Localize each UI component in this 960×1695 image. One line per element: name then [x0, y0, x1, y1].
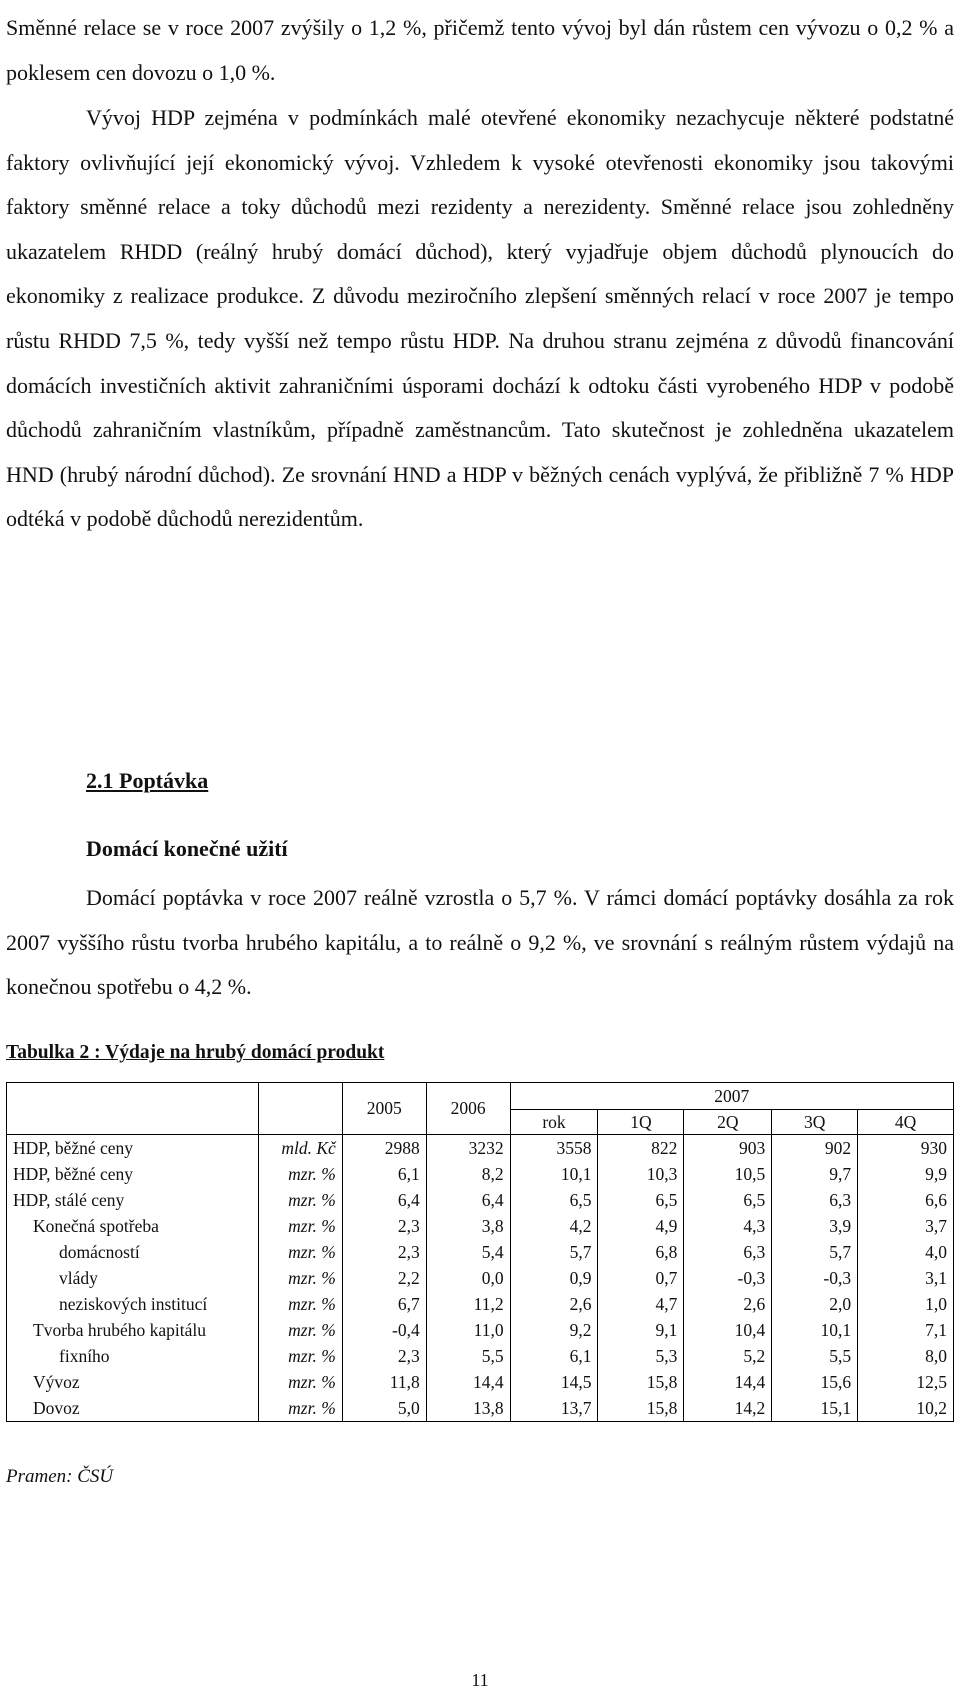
cell-value: 0,0: [426, 1265, 510, 1291]
cell-value: 822: [598, 1135, 684, 1162]
cell-value: 4,7: [598, 1291, 684, 1317]
cell-value: 11,8: [342, 1369, 426, 1395]
cell-value: -0,3: [772, 1265, 858, 1291]
cell-value: 0,9: [510, 1265, 598, 1291]
cell-value: 2,3: [342, 1213, 426, 1239]
table-header-row-years: [7, 1083, 954, 1110]
cell-value: 3,7: [858, 1213, 954, 1239]
cell-value: 14,5: [510, 1369, 598, 1395]
row-unit: mzr. %: [258, 1265, 342, 1291]
cell-value: 4,3: [684, 1213, 772, 1239]
cell-value: 6,4: [342, 1187, 426, 1213]
cell-value: 3232: [426, 1135, 510, 1162]
row-unit: mzr. %: [258, 1369, 342, 1395]
cell-value: 10,1: [510, 1161, 598, 1187]
cell-value: 10,5: [684, 1161, 772, 1187]
cell-value: 10,3: [598, 1161, 684, 1187]
cell-value: 2,0: [772, 1291, 858, 1317]
cell-value: 9,7: [772, 1161, 858, 1187]
cell-value: 13,7: [510, 1395, 598, 1422]
cell-value: 3,1: [858, 1265, 954, 1291]
cell-value: 6,5: [598, 1187, 684, 1213]
header-period-1q: 1Q: [598, 1110, 684, 1135]
row-unit: mzr. %: [258, 1187, 342, 1213]
cell-value: 6,1: [342, 1161, 426, 1187]
cell-value: 5,7: [510, 1239, 598, 1265]
cell-value: 5,0: [342, 1395, 426, 1422]
cell-value: 5,3: [598, 1343, 684, 1369]
header-year-2006: 2006: [426, 1083, 510, 1135]
cell-value: 6,7: [342, 1291, 426, 1317]
cell-value: 9,1: [598, 1317, 684, 1343]
cell-value: 5,5: [772, 1343, 858, 1369]
cell-value: 2,3: [342, 1343, 426, 1369]
row-label: HDP, běžné ceny: [7, 1161, 259, 1187]
cell-value: 11,0: [426, 1317, 510, 1343]
header-year-2007: 2007: [510, 1083, 953, 1110]
row-unit: mzr. %: [258, 1213, 342, 1239]
paragraph-gdp-development: Vývoj HDP zejména v podmínkách malé otevřené ekonomiky nezachycuje některé podstatné faktory ovlivňující její ekonomický vývoj. Vzhledem k vysoké otevřenosti ekonomiky jsou takovými faktory směnné relace a toky důchodů mezi rezidenty a nerezidenty. Směnné relace jsou zohledněny ukazatelem RHDD (reálný hrubý domácí důchod), který vyjadřuje objem důchodů plynoucích do ekonomiky z realizace produkce. Z důvodu meziročního zlepšení směnných relací v roce 2007 je tempo růstu RHDD 7,5 %, tedy vyšší než tempo růstu HDP. Na druhou stranu zejména z důvodů financování domácích investičních aktivit zahraničními úsporami dochází k odtoku části vyrobeného HDP v podobě důchodů zahraničním vlastníkům, případně zaměstnancům. Tato skutečnost je zohledněna ukazatelem HND (hrubý národní důchod). Ze srovnání HND a HDP v běžných cenách vyplývá, že přibližně 7 % HDP odtéká v podobě důchodů nerezidentům.: [6, 105, 954, 532]
table-row: [7, 1395, 954, 1422]
table-row: [7, 1161, 954, 1187]
cell-value: -0,3: [684, 1265, 772, 1291]
cell-value: 10,1: [772, 1317, 858, 1343]
row-unit: mzr. %: [258, 1291, 342, 1317]
table-row: [7, 1343, 954, 1369]
header-period-4q: 4Q: [858, 1110, 954, 1135]
row-label: Vývoz: [7, 1369, 259, 1395]
cell-value: 4,9: [598, 1213, 684, 1239]
row-unit: mzr. %: [258, 1161, 342, 1187]
row-label: Konečná spotřeba: [7, 1213, 259, 1239]
cell-value: 2,6: [510, 1291, 598, 1317]
row-unit: mzr. %: [258, 1343, 342, 1369]
cell-value: 4,0: [858, 1239, 954, 1265]
cell-value: 15,8: [598, 1369, 684, 1395]
table-row: [7, 1317, 954, 1343]
table-row: [7, 1265, 954, 1291]
cell-value: 5,7: [772, 1239, 858, 1265]
table-caption: Tabulka 2 : Výdaje na hrubý domácí produkt: [6, 1042, 385, 1063]
cell-value: 2,6: [684, 1291, 772, 1317]
cell-value: 2,3: [342, 1239, 426, 1265]
header-empty-unit: [258, 1083, 342, 1135]
page-number: 11: [471, 1670, 489, 1690]
cell-value: 6,4: [426, 1187, 510, 1213]
cell-value: 902: [772, 1135, 858, 1162]
row-unit: mzr. %: [258, 1239, 342, 1265]
subsection-heading: Domácí konečné užití: [86, 836, 288, 861]
cell-value: 2,2: [342, 1265, 426, 1291]
table-row: [7, 1187, 954, 1213]
cell-value: 6,6: [858, 1187, 954, 1213]
section-heading: 2.1 Poptávka: [86, 768, 209, 793]
cell-value: 15,8: [598, 1395, 684, 1422]
table-row: [7, 1291, 954, 1317]
cell-value: 3558: [510, 1135, 598, 1162]
cell-value: 13,8: [426, 1395, 510, 1422]
cell-value: 3,9: [772, 1213, 858, 1239]
table-source: Pramen: ČSÚ: [6, 1466, 114, 1487]
row-label: vlády: [7, 1265, 259, 1291]
cell-value: 6,3: [772, 1187, 858, 1213]
header-period-year: rok: [510, 1110, 598, 1135]
cell-value: 6,5: [510, 1187, 598, 1213]
table-row: [7, 1135, 954, 1162]
table-row: [7, 1213, 954, 1239]
cell-value: 12,5: [858, 1369, 954, 1395]
row-label: fixního: [7, 1343, 259, 1369]
cell-value: 5,2: [684, 1343, 772, 1369]
cell-value: 9,2: [510, 1317, 598, 1343]
row-label: domácností: [7, 1239, 259, 1265]
header-period-3q: 3Q: [772, 1110, 858, 1135]
cell-value: 6,3: [684, 1239, 772, 1265]
cell-value: 4,2: [510, 1213, 598, 1239]
row-label: Tvorba hrubého kapitálu: [7, 1317, 259, 1343]
cell-value: 1,0: [858, 1291, 954, 1317]
header-period-2q: 2Q: [684, 1110, 772, 1135]
row-unit: mld. Kč: [258, 1135, 342, 1162]
table-body: [7, 1135, 954, 1422]
cell-value: 14,4: [684, 1369, 772, 1395]
cell-value: 8,2: [426, 1161, 510, 1187]
cell-value: 6,5: [684, 1187, 772, 1213]
paragraph-terms-of-trade: Směnné relace se v roce 2007 zvýšily o 1,2 %, přičemž tento vývoj byl dán růstem cen vývozu o 0,2 % a poklesem cen dovozu o 1,0 %.: [6, 15, 954, 85]
row-label: Dovoz: [7, 1395, 259, 1422]
table-row: [7, 1369, 954, 1395]
cell-value: 3,8: [426, 1213, 510, 1239]
cell-value: 6,8: [598, 1239, 684, 1265]
cell-value: 15,1: [772, 1395, 858, 1422]
cell-value: 5,4: [426, 1239, 510, 1265]
cell-value: 0,7: [598, 1265, 684, 1291]
cell-value: -0,4: [342, 1317, 426, 1343]
cell-value: 7,1: [858, 1317, 954, 1343]
cell-value: 903: [684, 1135, 772, 1162]
row-label: neziskových institucí: [7, 1291, 259, 1317]
header-empty-label: [7, 1083, 259, 1135]
row-label: HDP, běžné ceny: [7, 1135, 259, 1162]
gdp-expenditure-table: [6, 1082, 954, 1422]
row-unit: mzr. %: [258, 1395, 342, 1422]
cell-value: 14,2: [684, 1395, 772, 1422]
paragraph-domestic-demand: Domácí poptávka v roce 2007 reálně vzrostla o 5,7 %. V rámci domácí poptávky dosáhla za rok 2007 vyššího růstu tvorba hrubého kapitálu, a to reálně o 9,2 %, ve srovnání s reálným růstem výdajů na konečnou spotřebu o 4,2 %.: [6, 885, 954, 1000]
table-row: [7, 1239, 954, 1265]
cell-value: 8,0: [858, 1343, 954, 1369]
cell-value: 14,4: [426, 1369, 510, 1395]
cell-value: 6,1: [510, 1343, 598, 1369]
cell-value: 10,4: [684, 1317, 772, 1343]
header-year-2005: 2005: [342, 1083, 426, 1135]
row-unit: mzr. %: [258, 1317, 342, 1343]
cell-value: 5,5: [426, 1343, 510, 1369]
cell-value: 15,6: [772, 1369, 858, 1395]
cell-value: 11,2: [426, 1291, 510, 1317]
cell-value: 2988: [342, 1135, 426, 1162]
row-label: HDP, stálé ceny: [7, 1187, 259, 1213]
cell-value: 930: [858, 1135, 954, 1162]
cell-value: 10,2: [858, 1395, 954, 1422]
cell-value: 9,9: [858, 1161, 954, 1187]
